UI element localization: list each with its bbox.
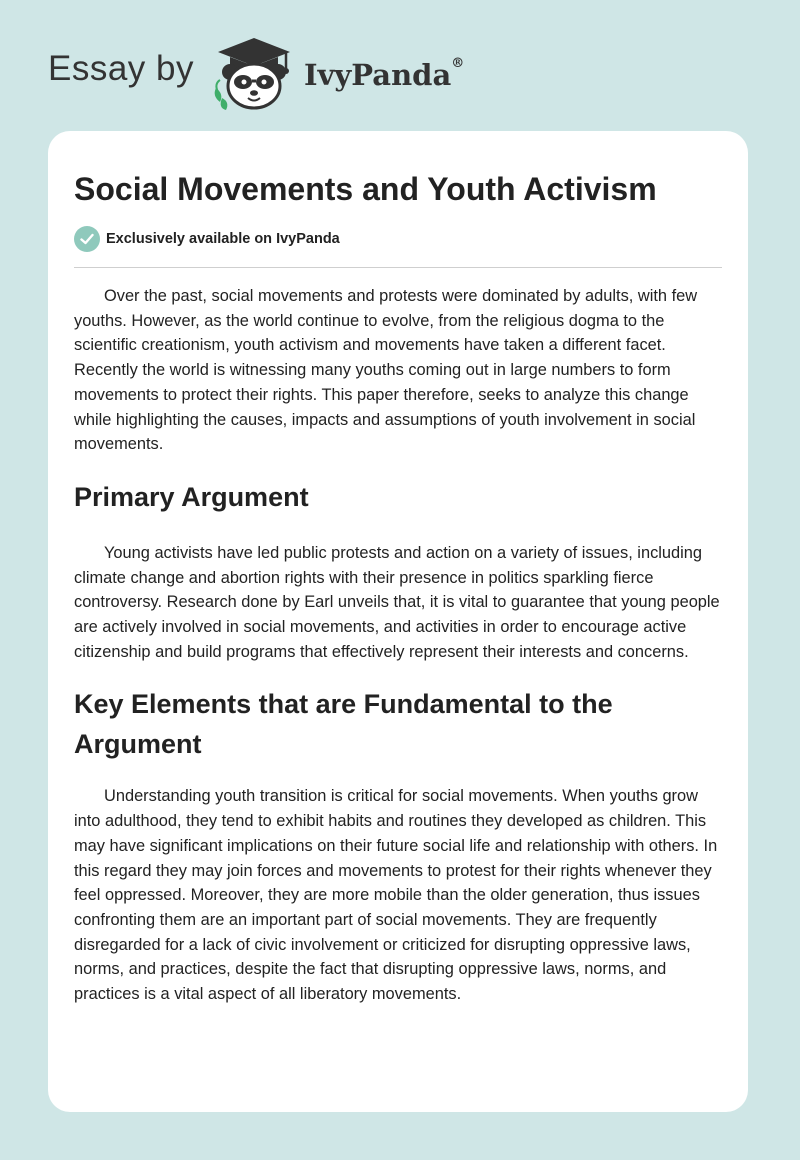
essay-by-label: Essay by xyxy=(48,49,194,88)
ivypanda-logo[interactable] xyxy=(210,36,464,112)
badge-label: Exclusively available on IvyPanda xyxy=(106,231,340,247)
exclusive-badge xyxy=(74,225,722,253)
brand-name: IvyPanda® xyxy=(304,56,465,92)
divider xyxy=(74,267,722,268)
page-title: Social Movements and Youth Activism xyxy=(74,171,657,207)
section-paragraph-key-elements: Understanding youth transition is critical for social movements. When youths grow into adulthood, they tend to exhibit habits and routines they developed as children. This may have significant implications on their future social life and relationship with others. In this regard they may join forces and movements to protest for their rights whenever they feel oppressed. Moreover, they are more mobile than the older generation, thus issues confronting them are an important part of social movements. They are frequently disregarded for a lack of civic involvement or criticized for disrupting oppressive laws, norms, and practices, despite the fact that disrupting oppressive laws, norms, and practices is a vital aspect of all liberatory movements. xyxy=(74,787,718,1004)
section-heading-primary-argument: Primary Argument xyxy=(74,481,309,512)
panda-icon xyxy=(210,36,298,112)
intro-paragraph: Over the past, social movements and protests were dominated by adults, with few youths. However, as the world continue to evolve, from the religious dogma to the scientific creationism, youth activism and movements have taken a different facet. Recently the world is witnessing many youths coming out in large numbers to form movements to protect their rights. This paper therefore, seeks to analyze this change while highlighting the causes, impacts and assumptions of youth involvement in social movements. xyxy=(74,287,698,454)
section-paragraph-primary-argument: Young activists have led public protests and action on a variety of issues, including climate change and abortion rights with their presence in politics sparkling fierce controversy. Research done by Earl unveils that, it is vital to guarantee that young people are actively involved in social movements, and activities in order to encourage active citizenship and build programs that effectively represent their interests and concerns. xyxy=(74,543,720,661)
checkmark-icon xyxy=(74,226,100,252)
essay-card xyxy=(48,131,748,1112)
section-heading-key-elements: Key Elements that are Fundamental to the Argument xyxy=(74,689,613,760)
site-header xyxy=(48,34,464,114)
